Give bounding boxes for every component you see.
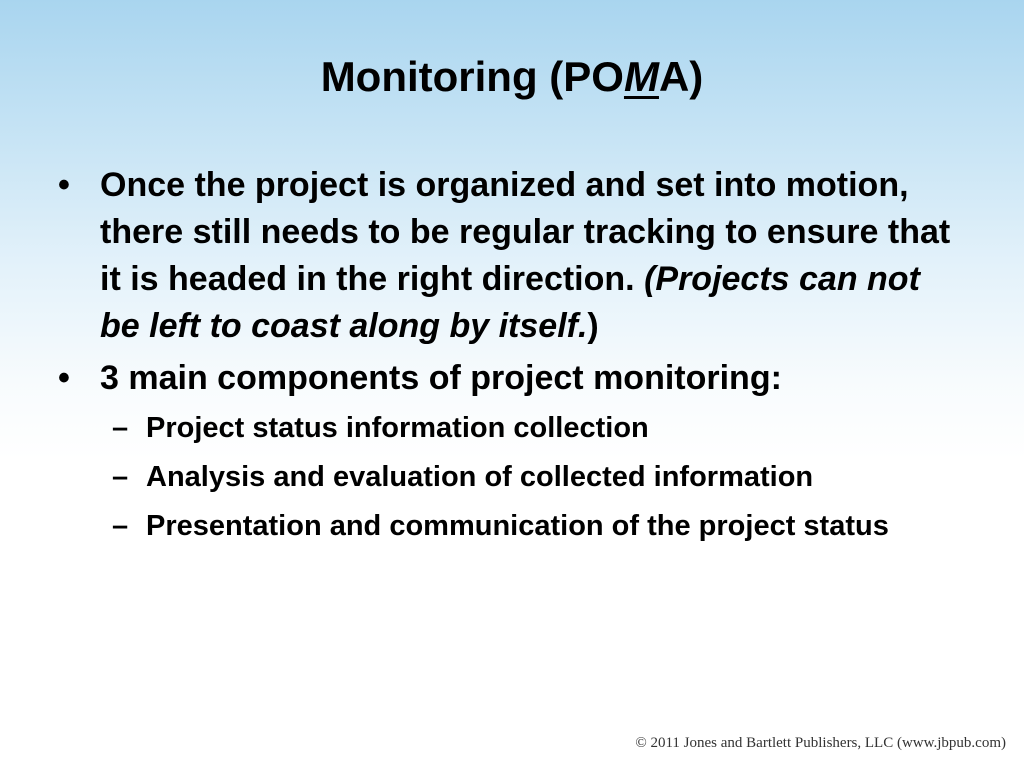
slide-body bbox=[56, 162, 956, 555]
sub-bullet-item bbox=[56, 506, 926, 546]
bullet-text: Once the project is organized and set into motion, there still needs to be regular tracking to ensure that it is headed in the right direction. bbox=[100, 166, 951, 298]
sub-bullet-item bbox=[56, 457, 956, 497]
title-emphasis-letter: M bbox=[623, 53, 659, 100]
slide-title bbox=[0, 50, 1024, 104]
sub-bullet-marker: – bbox=[112, 461, 129, 493]
title-text-start: Monitoring (PO bbox=[320, 53, 624, 100]
bullet-item bbox=[56, 355, 956, 402]
sub-bullet-text: Analysis and evaluation of collected information bbox=[146, 461, 814, 493]
bullet-item bbox=[56, 162, 956, 350]
sub-bullet-text: Project status information collection bbox=[146, 412, 649, 444]
bullet-marker: • bbox=[58, 166, 70, 204]
title-text-end: A) bbox=[658, 53, 704, 100]
sub-bullet-marker: – bbox=[112, 510, 129, 542]
bullet-italic-note: (Projects can not be left to coast along by itself. bbox=[100, 260, 920, 345]
sub-bullet-item bbox=[56, 408, 956, 448]
bullet-text: 3 main components of project monitoring: bbox=[100, 359, 782, 397]
bullet-closing-paren: ) bbox=[587, 307, 599, 345]
sub-bullet-text: Presentation and communication of the project status bbox=[146, 510, 889, 542]
bullet-marker: • bbox=[58, 359, 70, 397]
sub-bullet-marker: – bbox=[112, 412, 129, 444]
copyright-footer: © 2011 Jones and Bartlett Publishers, LLC (www.jbpub.com) bbox=[635, 735, 1006, 751]
